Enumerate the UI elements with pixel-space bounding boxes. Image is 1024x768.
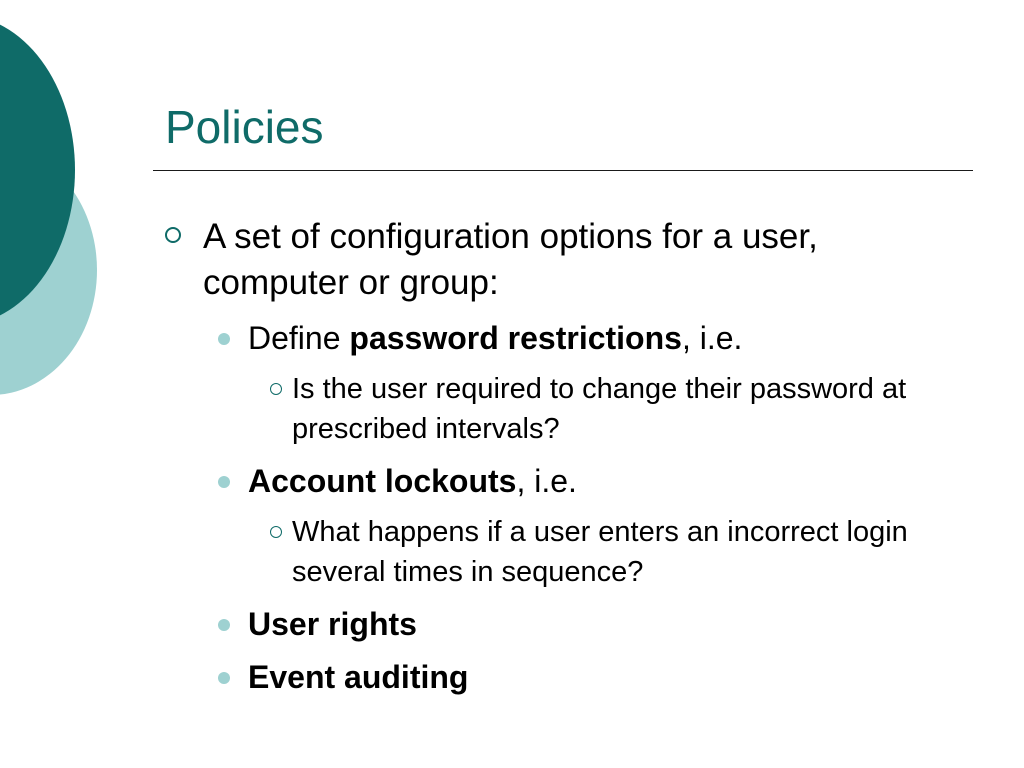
- account-lockouts-bold: Account lockouts: [248, 463, 517, 499]
- small-hollow-circle-bullet-icon: [270, 526, 282, 538]
- slide-title: Policies: [165, 101, 324, 153]
- password-restrictions-bold: password restrictions: [349, 320, 682, 356]
- filled-circle-bullet-icon: [218, 333, 230, 345]
- main-bullet-text: A set of configuration options for a user, computer or group:: [203, 217, 818, 302]
- filled-circle-bullet-icon: [218, 476, 230, 488]
- password-detail-text: Is the user required to change their password at prescribed intervals?: [292, 373, 907, 445]
- event-auditing-text: [248, 657, 468, 697]
- small-hollow-circle-bullet-icon: [270, 383, 282, 395]
- lockouts-detail-text: What happens if a user enters an incorrect login several times in sequence?: [292, 516, 908, 588]
- event-auditing-bold: Event auditing: [248, 659, 469, 695]
- account-lockouts-text: [248, 461, 577, 501]
- password-prefix: Define: [248, 320, 350, 356]
- password-restrictions-text: [248, 318, 742, 358]
- user-rights-bold: User rights: [248, 606, 417, 642]
- user-rights-text: [248, 604, 417, 644]
- password-suffix: , i.e.: [681, 320, 743, 356]
- filled-circle-bullet-icon: [218, 619, 230, 631]
- title-divider: [153, 170, 973, 171]
- filled-circle-bullet-icon: [218, 672, 230, 684]
- lockouts-suffix: , i.e.: [516, 463, 577, 499]
- hollow-circle-bullet-icon: [165, 227, 181, 243]
